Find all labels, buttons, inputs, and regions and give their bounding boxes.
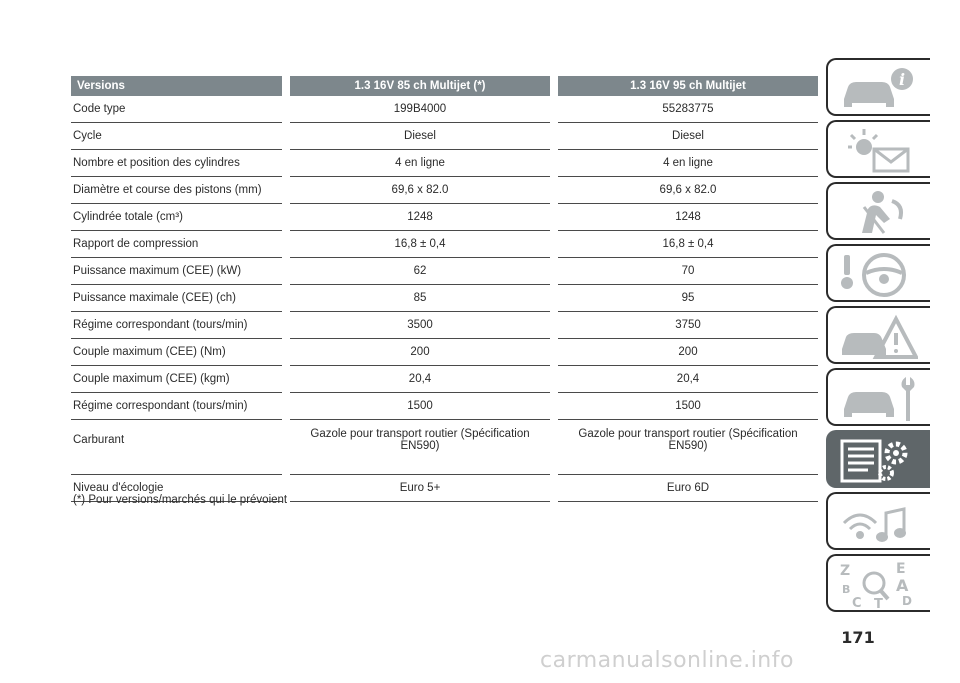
column-header-85ch: 1.3 16V 85 ch Multijet (*) [290,76,550,96]
tab-multimedia[interactable] [826,492,930,550]
row-label: Cycle [71,123,282,150]
table-row [71,150,818,177]
table-row [71,177,818,204]
cell-95ch: 95 [558,285,818,312]
tab-emergency[interactable] [826,306,930,364]
cell-85ch: 20,4 [290,366,550,393]
warning-lights-icon [838,127,918,175]
tab-car-info[interactable] [826,58,930,116]
cell-85ch: Euro 5+ [290,475,550,502]
cell-95ch: 16,8 ± 0,4 [558,231,818,258]
tab-safety[interactable] [826,182,930,240]
cell-85ch: 85 [290,285,550,312]
table-row [71,285,818,312]
emergency-icon [838,313,918,361]
row-label: Code type [71,96,282,123]
cell-85ch: Gazole pour transport routier (Spécification EN590) [290,420,550,475]
specs-table [71,76,818,502]
cell-85ch: 1248 [290,204,550,231]
table-row [71,366,818,393]
cell-95ch: 200 [558,339,818,366]
cell-95ch: Euro 6D [558,475,818,502]
column-header-95ch: 1.3 16V 95 ch Multijet [558,76,818,96]
cell-85ch: 1500 [290,393,550,420]
row-label: Régime correspondant (tours/min) [71,393,282,420]
svg-text:Z: Z [840,563,851,579]
table-row [71,312,818,339]
cell-95ch: 70 [558,258,818,285]
row-label: Niveau d'écologie [71,475,282,502]
tab-maintenance[interactable] [826,368,930,426]
cell-95ch: 1248 [558,204,818,231]
cell-85ch: 4 en ligne [290,150,550,177]
tab-technical-data[interactable] [826,430,930,488]
row-label: Couple maximum (CEE) (Nm) [71,339,282,366]
cell-85ch: 199B4000 [290,96,550,123]
row-label: Nombre et position des cylindres [71,150,282,177]
row-label: Régime correspondant (tours/min) [71,312,282,339]
cell-95ch: 69,6 x 82.0 [558,177,818,204]
technical-data-icon [838,437,918,485]
svg-text:C: C [852,596,862,609]
svg-text:i: i [898,70,906,89]
cell-95ch: Diesel [558,123,818,150]
tab-warning-lights[interactable] [826,120,930,178]
row-label: Puissance maximum (CEE) (kW) [71,258,282,285]
table-row [71,339,818,366]
table-header-row [71,76,818,96]
steering-wheel-icon [838,251,918,299]
table-row [71,204,818,231]
cell-95ch: 4 en ligne [558,150,818,177]
cell-95ch: 1500 [558,393,818,420]
cell-95ch: 55283775 [558,96,818,123]
tab-driving[interactable] [826,244,930,302]
tab-index[interactable] [826,554,930,612]
multimedia-icon [838,499,918,547]
cell-85ch: Diesel [290,123,550,150]
cell-85ch: 16,8 ± 0,4 [290,231,550,258]
page-number: 171 [841,628,875,647]
svg-text:D: D [902,594,912,608]
row-label: Rapport de compression [71,231,282,258]
cell-85ch: 3500 [290,312,550,339]
table-row [71,96,818,123]
table-row [71,123,818,150]
row-label: Puissance maximale (CEE) (ch) [71,285,282,312]
maintenance-icon [838,375,918,423]
svg-text:E: E [896,561,906,577]
svg-text:B: B [842,583,851,596]
column-header-versions: Versions [71,76,282,96]
safety-airbag-icon [838,189,918,237]
table-row [71,258,818,285]
table-row [71,231,818,258]
watermark: carmanualsonline.info [540,648,794,673]
table-row [71,393,818,420]
cell-85ch: 62 [290,258,550,285]
cell-95ch: Gazole pour transport routier (Spécification EN590) [558,420,818,475]
cell-95ch: 3750 [558,312,818,339]
row-label: Couple maximum (CEE) (kgm) [71,366,282,393]
cell-85ch: 200 [290,339,550,366]
cell-85ch: 69,6 x 82.0 [290,177,550,204]
svg-text:T: T [874,597,883,609]
car-info-icon [838,65,918,113]
svg-text:A: A [896,576,909,595]
row-label: Diamètre et course des pistons (mm) [71,177,282,204]
cell-95ch: 20,4 [558,366,818,393]
footnote: (*) Pour versions/marchés qui le prévoient [73,494,288,506]
row-label: Carburant [71,420,282,475]
table-row [71,420,818,475]
index-letters-icon [838,561,918,609]
row-label: Cylindrée totale (cm³) [71,204,282,231]
